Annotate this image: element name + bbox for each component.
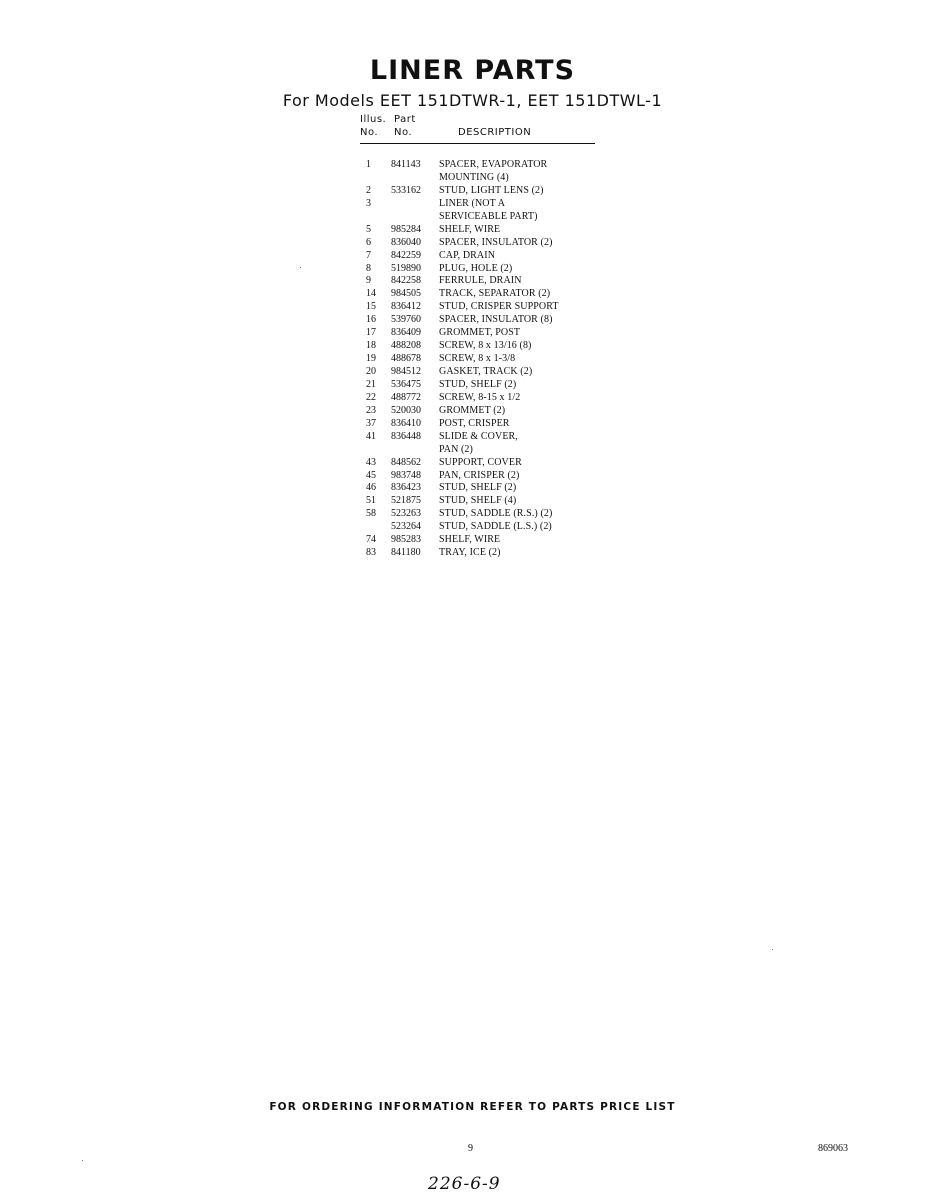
illus-number: 18 bbox=[366, 340, 376, 352]
part-number bbox=[391, 444, 439, 457]
table-row bbox=[360, 405, 595, 418]
illus-number: 43 bbox=[366, 456, 376, 468]
table-row bbox=[360, 444, 595, 457]
illus-number bbox=[360, 444, 391, 457]
illus-number: 6 bbox=[366, 236, 371, 248]
part-description: CAP, DRAIN bbox=[439, 249, 496, 261]
part-number: 523264 bbox=[391, 521, 421, 533]
illus-number: 20 bbox=[366, 366, 376, 377]
part-description: SCREW, 8 x 13/16 (8) bbox=[439, 340, 532, 352]
illus-number: 41 bbox=[366, 430, 376, 442]
table-row bbox=[360, 250, 595, 263]
part-number: 536475 bbox=[391, 378, 421, 390]
part-number: 842259 bbox=[391, 249, 421, 261]
part-number bbox=[391, 198, 439, 211]
table-row bbox=[360, 457, 595, 470]
part-description: SERVICEABLE PART) bbox=[439, 210, 538, 222]
table-row bbox=[360, 198, 595, 211]
part-description: STUD, SHELF (4) bbox=[439, 495, 517, 507]
illus-number: 8 bbox=[366, 262, 371, 274]
part-description: SPACER, INSULATOR (8) bbox=[439, 314, 553, 326]
illus-number: 74 bbox=[366, 534, 376, 546]
part-number: 519890 bbox=[391, 262, 421, 274]
part-number: 836423 bbox=[391, 482, 421, 494]
part-number: 836040 bbox=[391, 236, 421, 248]
table-row bbox=[360, 353, 595, 366]
part-description: SLIDE & COVER, bbox=[439, 430, 518, 442]
table-header-bottom bbox=[360, 127, 595, 144]
part-description: SUPPORT, COVER bbox=[439, 456, 522, 468]
table-row bbox=[360, 327, 595, 340]
part-number: 842258 bbox=[391, 275, 421, 287]
models-subtitle: For Models EET 151DTWR-1, EET 151DTWL-1 bbox=[282, 91, 663, 110]
table-row bbox=[360, 482, 595, 495]
part-description: PAN, CRISPER (2) bbox=[439, 469, 520, 481]
table-row bbox=[360, 340, 595, 353]
illus-number: 23 bbox=[366, 404, 376, 416]
part-number bbox=[391, 211, 439, 224]
illus-number: 22 bbox=[366, 391, 376, 403]
illus-number: 21 bbox=[366, 378, 376, 390]
table-row bbox=[360, 159, 595, 172]
part-number: 985284 bbox=[391, 223, 421, 235]
part-description: FERRULE, DRAIN bbox=[439, 275, 522, 287]
part-description: STUD, SHELF (2) bbox=[439, 482, 517, 494]
header-illus: Illus. bbox=[360, 114, 387, 125]
table-row bbox=[360, 508, 595, 521]
illus-number: 37 bbox=[366, 417, 376, 429]
part-number bbox=[391, 172, 439, 185]
table-row bbox=[360, 224, 595, 237]
part-number: 836409 bbox=[391, 327, 421, 339]
part-description: STUD, CRISPER SUPPORT bbox=[439, 301, 559, 313]
part-number: 848562 bbox=[391, 456, 421, 468]
part-description: STUD, SADDLE (R.S.) (2) bbox=[439, 508, 553, 520]
part-description: PAN (2) bbox=[439, 443, 473, 455]
part-number: 533162 bbox=[391, 184, 421, 196]
table-row bbox=[360, 431, 595, 444]
table-row bbox=[360, 366, 595, 379]
part-number: 836410 bbox=[391, 417, 421, 429]
illus-number: 15 bbox=[366, 301, 376, 313]
illus-number: 3 bbox=[366, 197, 371, 209]
table-row bbox=[360, 211, 595, 224]
part-description: GROMMET (2) bbox=[439, 404, 506, 416]
illus-number: 1 bbox=[366, 159, 371, 170]
header-part: Part bbox=[394, 114, 416, 125]
table-row bbox=[360, 263, 595, 276]
table-row bbox=[360, 172, 595, 185]
illus-number: 7 bbox=[366, 249, 371, 261]
part-description: SPACER, EVAPORATOR bbox=[439, 159, 548, 170]
table-row bbox=[360, 534, 595, 547]
part-number: 488208 bbox=[391, 340, 421, 352]
header-description: DESCRIPTION bbox=[458, 127, 532, 138]
part-number: 521875 bbox=[391, 495, 421, 507]
part-description: STUD, SADDLE (L.S.) (2) bbox=[439, 521, 552, 533]
ordering-info-footer: FOR ORDERING INFORMATION REFER TO PARTS PRICE LIST bbox=[269, 1101, 676, 1113]
part-description: TRAY, ICE (2) bbox=[439, 547, 501, 559]
illus-number: 5 bbox=[366, 223, 371, 235]
illus-number bbox=[360, 211, 391, 224]
table-row bbox=[360, 547, 595, 560]
parts-list bbox=[360, 159, 595, 560]
illus-number: 16 bbox=[366, 314, 376, 326]
table-row bbox=[360, 521, 595, 534]
illus-number: 2 bbox=[366, 184, 371, 196]
part-number: 836448 bbox=[391, 430, 421, 442]
part-number: 983748 bbox=[391, 469, 421, 481]
part-description: STUD, LIGHT LENS (2) bbox=[439, 184, 544, 196]
header-no-illus: No. bbox=[360, 127, 379, 138]
part-number: 985283 bbox=[391, 534, 421, 546]
part-number: 841143 bbox=[391, 159, 421, 170]
handwritten-note: 226-6-9 bbox=[428, 1174, 501, 1194]
table-row bbox=[360, 275, 595, 288]
table-row bbox=[360, 301, 595, 314]
part-number: 836412 bbox=[391, 301, 421, 313]
table-row bbox=[360, 392, 595, 405]
part-description: SPACER, INSULATOR (2) bbox=[439, 236, 553, 248]
table-row bbox=[360, 470, 595, 483]
document-code: 869063 bbox=[818, 1143, 848, 1154]
part-description: TRACK, SEPARATOR (2) bbox=[439, 288, 551, 300]
part-description: MOUNTING (4) bbox=[439, 171, 509, 183]
table-row bbox=[360, 495, 595, 508]
scan-speck bbox=[772, 949, 773, 950]
part-number: 539760 bbox=[391, 314, 421, 326]
table-row bbox=[360, 379, 595, 392]
part-description: LINER (NOT A bbox=[439, 197, 506, 209]
illus-number: 46 bbox=[366, 482, 376, 494]
table-row bbox=[360, 418, 595, 431]
illus-number: 45 bbox=[366, 469, 376, 481]
illus-number: 83 bbox=[366, 547, 376, 559]
illus-number: 14 bbox=[366, 288, 376, 300]
illus-number: 51 bbox=[366, 495, 376, 507]
part-number: 523263 bbox=[391, 508, 421, 520]
part-number: 488678 bbox=[391, 353, 421, 365]
header-no-part: No. bbox=[394, 127, 413, 138]
illus-number: 9 bbox=[366, 275, 371, 287]
part-number: 984505 bbox=[391, 288, 421, 300]
part-description: PLUG, HOLE (2) bbox=[439, 262, 513, 274]
illus-number: 19 bbox=[366, 353, 376, 365]
scan-speck bbox=[300, 267, 301, 268]
part-description: POST, CRISPER bbox=[439, 417, 510, 429]
table-header-top bbox=[360, 114, 595, 127]
illus-number bbox=[360, 521, 391, 534]
page-title: LINER PARTS bbox=[369, 55, 576, 86]
table-row bbox=[360, 237, 595, 250]
part-description: GASKET, TRACK (2) bbox=[439, 366, 533, 377]
part-number: 520030 bbox=[391, 404, 421, 416]
table-row bbox=[360, 288, 595, 301]
part-description: SHELF, WIRE bbox=[439, 534, 501, 546]
part-description: SCREW, 8 x 1-3/8 bbox=[439, 353, 516, 365]
part-number: 841180 bbox=[391, 547, 421, 559]
part-number: 488772 bbox=[391, 391, 421, 403]
part-number: 984512 bbox=[391, 366, 421, 377]
part-description: SHELF, WIRE bbox=[439, 223, 501, 235]
page-number: 9 bbox=[468, 1143, 473, 1154]
scan-speck bbox=[82, 1160, 83, 1161]
part-description: GROMMET, POST bbox=[439, 327, 521, 339]
part-description: STUD, SHELF (2) bbox=[439, 378, 517, 390]
illus-number bbox=[360, 172, 391, 185]
illus-number: 58 bbox=[366, 508, 376, 520]
parts-table bbox=[360, 114, 595, 560]
part-description: SCREW, 8-15 x 1/2 bbox=[439, 391, 521, 403]
table-row bbox=[360, 314, 595, 327]
table-row bbox=[360, 185, 595, 198]
illus-number: 17 bbox=[366, 327, 376, 339]
